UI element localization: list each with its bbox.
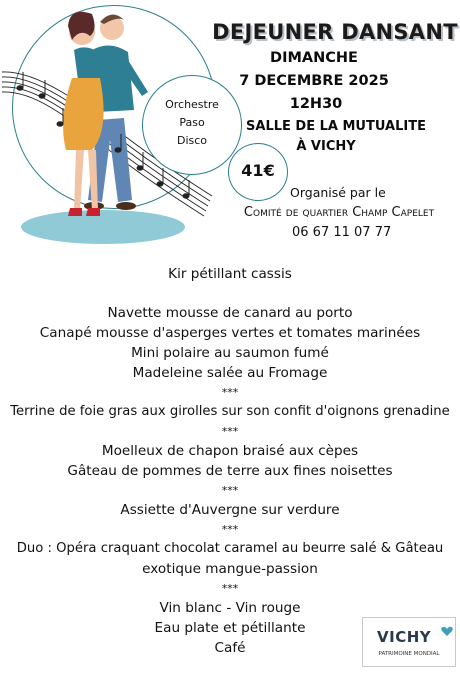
menu-item: Terrine de foie gras aux girolles sur son confit d'oignons grenadine <box>10 404 450 419</box>
menu-item: Duo : Opéra craquant chocolat caramel au beurre salé & Gâteau <box>16 541 444 556</box>
organizer-name: Comité de quartier Champ Capelet <box>243 205 435 220</box>
orchestra-line-1: Orchestre <box>165 98 219 111</box>
dance-floor-shape <box>21 210 185 244</box>
orchestra-label <box>142 96 242 150</box>
menu-item: Canapé mousse d'asperges vertes et tomates marinées <box>39 325 421 341</box>
orchestra-line-3: Disco <box>176 134 208 147</box>
menu-item: Kir pétillant cassis <box>168 266 292 282</box>
event-city: À VICHY <box>296 139 356 154</box>
menu-item: Assiette d'Auvergne sur verdure <box>120 502 340 518</box>
menu-item: Eau plate et pétillante <box>154 620 306 636</box>
menu-item: Navette mousse de canard au porto <box>107 305 353 321</box>
vichy-logo <box>362 617 456 667</box>
menu-item: Moelleux de chapon braisé aux cèpes <box>101 443 359 459</box>
menu-item: Vin blanc - Vin rouge <box>159 600 301 616</box>
event-date: 7 DECEMBRE 2025 <box>239 73 389 89</box>
menu-separator: *** <box>221 582 239 595</box>
event-time: 12H30 <box>289 96 343 112</box>
menu-separator: *** <box>221 425 239 438</box>
menu-item: Gâteau de pommes de terre aux fines noisettes <box>67 463 393 479</box>
event-day: DIMANCHE <box>270 50 358 66</box>
heart-icon <box>441 626 453 637</box>
menu-separator: *** <box>221 484 239 497</box>
vichy-logo-name: VICHY <box>377 628 432 646</box>
organizer-phone: 06 67 11 07 77 <box>292 225 392 240</box>
menu-item: exotique mangue-passion <box>142 561 318 577</box>
menu-separator: *** <box>221 523 239 536</box>
price-label: 41€ <box>241 161 275 180</box>
menu-separator: *** <box>221 386 239 399</box>
menu-item: Café <box>214 640 246 656</box>
menu-item: Madeleine salée au Fromage <box>132 365 328 381</box>
event-title: DEJEUNER DANSANT <box>212 20 458 44</box>
menu-item: Mini polaire au saumon fumé <box>131 345 329 361</box>
vichy-logo-subtitle: PATRIMOINE MONDIAL <box>378 651 440 657</box>
orchestra-line-2: Paso <box>179 116 205 129</box>
event-venue: SALLE DE LA MUTUALITE <box>246 119 426 134</box>
organizer-label: Organisé par le <box>290 185 386 200</box>
